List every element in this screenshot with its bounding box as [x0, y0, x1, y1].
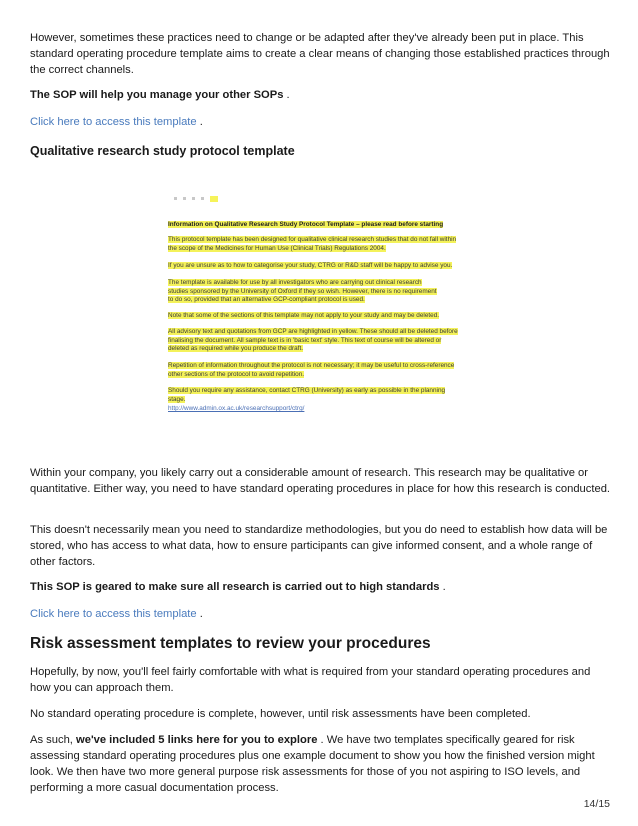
sop-statement-1-period: . — [286, 89, 290, 101]
figure-line-7: Should you require any assistance, contact CTRG (University) as early as possible in the planning stage. — [168, 387, 446, 403]
sop-statement-1 — [30, 87, 612, 103]
figure-line-1: This protocol template has been designed for qualitative clinical research studies that do not fall within the scope of the Medicines for Human Use (Clinical Trials) Regulations 2004. — [168, 236, 457, 252]
research-paragraph: Within your company, you likely carry out a considerable amount of research. This research may be qualitative or quantitative. Either way, you need to have standard operating procedures in place for how this research is conducted. — [30, 467, 611, 495]
page-number: 14/15 — [583, 798, 610, 810]
risk-paragraph-3-rest: . We have two templates specifically geared for risk assessing standard operating procedures plus one example document to show you how the finished version might look. We then have two more general purpose risk assessments for those of you not aspiring to ISO levels, and performing a more casual documentation process. — [30, 734, 595, 794]
link-2-period: . — [199, 608, 203, 620]
figure-line-5: All advisory text and quotations from GCP are highlighted in yellow. These should all be deleted before finalising the document. All sample text is in 'basic text' style. This text of course will be altered or deleted as required while you produce the draft. — [168, 328, 458, 352]
figure-title: Information on Qualitative Research Study Protocol Template – please read before starting — [168, 221, 444, 228]
protocol-template-image — [166, 186, 466, 426]
figure-line-2: If you are unsure as to how to categorise your study, CTRG or R&D staff will be happy to advise you. — [168, 262, 453, 269]
intro-paragraph: However, sometimes these practices need to change or be adapted after they've already been put in place. This standard operating procedure template aims to create a clear means of changing those established practices through the correct channels. — [30, 32, 610, 76]
template-link-1[interactable]: Click here to access this template — [30, 116, 197, 128]
sop-statement-2-text: This SOP is geared to make sure all research is carried out to high standards — [30, 581, 440, 593]
link-line-2 — [30, 606, 612, 622]
sop-statement-1-text: The SOP will help you manage your other SOPs — [30, 89, 284, 101]
link-1-period: . — [199, 116, 203, 128]
sop-statement-2-period: . — [442, 581, 446, 593]
figure-line-3: The template is available for use by all investigators who are carrying out clinical research studies sponsored by the University of Oxford if they so wish. However, there is no requirement to do so, provided that an alternative GCP-compliant protocol is used. — [168, 279, 437, 303]
sop-statement-2 — [30, 579, 612, 595]
risk-paragraph-3-prefix: As such, — [30, 734, 77, 746]
template-link-2[interactable]: Click here to access this template — [30, 608, 197, 620]
figure-line-4: Note that some of the sections of this template may not apply to your study and may be deleted. — [168, 312, 440, 319]
risk-paragraph-1: Hopefully, by now, you'll feel fairly comfortable with what is required from your standard operating procedures and how you can approach them. — [30, 666, 591, 694]
template-logo-icon — [174, 190, 244, 198]
figure-url: http://www.admin.ox.ac.uk/researchsupport/ctrg/ — [168, 405, 305, 412]
risk-paragraph-2: No standard operating procedure is complete, however, until risk assessments have been completed. — [30, 708, 531, 720]
figure-line-6: Repetition of information throughout the protocol is not necessary; it may be useful to cross-reference other sections of the protocol to avoid repetition. — [168, 362, 455, 378]
link-line-1 — [30, 114, 612, 130]
section-title-risk: Risk assessment templates to review your procedures — [30, 635, 431, 652]
methodology-paragraph: This doesn't necessarily mean you need to standardize methodologies, but you do need to establish how data will be stored, who has access to what data, how to ensure participants can give informed consent, and a whole range of other factors. — [30, 524, 608, 568]
risk-paragraph-3 — [30, 732, 612, 796]
section-title-qualitative: Qualitative research study protocol template — [30, 144, 295, 158]
risk-paragraph-3-bold: we've included 5 links here for you to explore — [76, 734, 318, 746]
